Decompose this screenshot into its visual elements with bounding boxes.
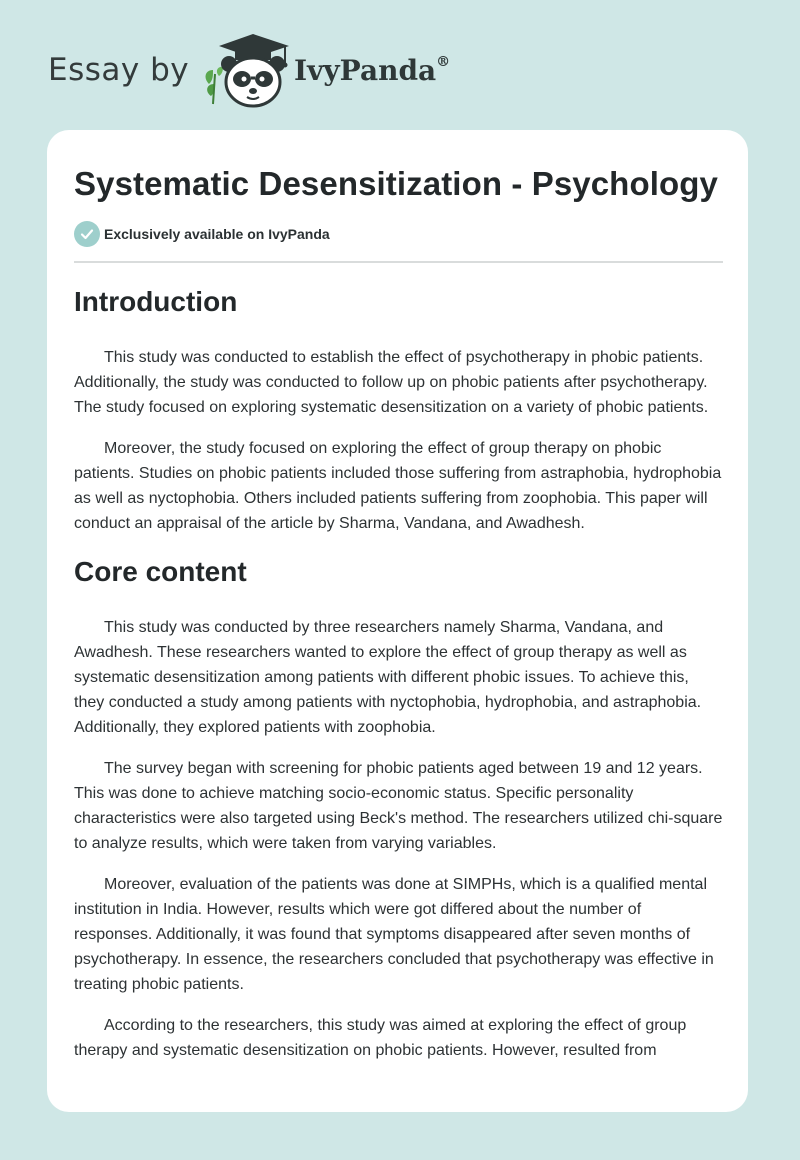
exclusive-badge — [74, 221, 330, 247]
registered-mark: ® — [436, 53, 451, 70]
section-heading: Introduction — [74, 286, 238, 317]
brand-prefix: Essay by — [48, 52, 190, 88]
exclusive-label: Exclusively available on IvyPanda — [104, 226, 330, 242]
page-title: Systematic Desensitization - Psychology — [74, 165, 718, 202]
paragraph: The survey began with screening for phobic patients aged between 19 and 12 years. This was done to achieve matching socio-economic status. Specific personality characteristics were also targeted using Beck's method. The researchers utilized chi-square to analyze results, which were taken from varying variables. — [74, 760, 723, 852]
brand-name[interactable] — [294, 54, 450, 87]
panda-logo-icon[interactable] — [201, 34, 293, 110]
essay-card — [47, 130, 748, 1112]
paragraph: This study was conducted to establish the effect of psychotherapy in phobic patients. Additionally, the study was conducted to follow up on phobic patients after psychotherapy. The study focused on exploring systematic desensitization on a variety of phobic patients. — [74, 349, 709, 416]
paragraph: According to the researchers, this study was aimed at exploring the effect of group therapy and systematic desensitization on phobic patients. However, resulted from — [74, 1017, 687, 1059]
paragraph: Moreover, evaluation of the patients was done at SIMPHs, which is a qualified mental institution in India. However, results which were got differed about the number of responses. Additionally, it was found that symptoms disappeared after seven months of psychotherapy. In essence, the researchers concluded that psychotherapy was effective in treating phobic patients. — [74, 876, 714, 993]
brand-name-text: IvyPanda — [294, 54, 437, 87]
title-divider — [74, 261, 723, 263]
check-circle-icon — [74, 221, 100, 247]
paragraph: This study was conducted by three researchers namely Sharma, Vandana, and Awadhesh. These researchers wanted to explore the effect of group therapy as well as systematic desensitization among patients with different phobic issues. To achieve this, they conducted a study among patients with nyctophobia, hydrophobia, and astraphobia. Additionally, they explored patients with zoophobia. — [74, 619, 702, 736]
paragraph: Moreover, the study focused on exploring the effect of group therapy on phobic patients. Studies on phobic patients included those suffering from astraphobia, hydrophobia as well as nyctophobia. Others included patients suffering from zoophobia. This paper will conduct an appraisal of the article by Sharma, Vandana, and Awadhesh. — [74, 440, 722, 532]
essay-content — [74, 282, 723, 1063]
brand-header — [48, 34, 508, 114]
section-heading: Core content — [74, 556, 247, 587]
